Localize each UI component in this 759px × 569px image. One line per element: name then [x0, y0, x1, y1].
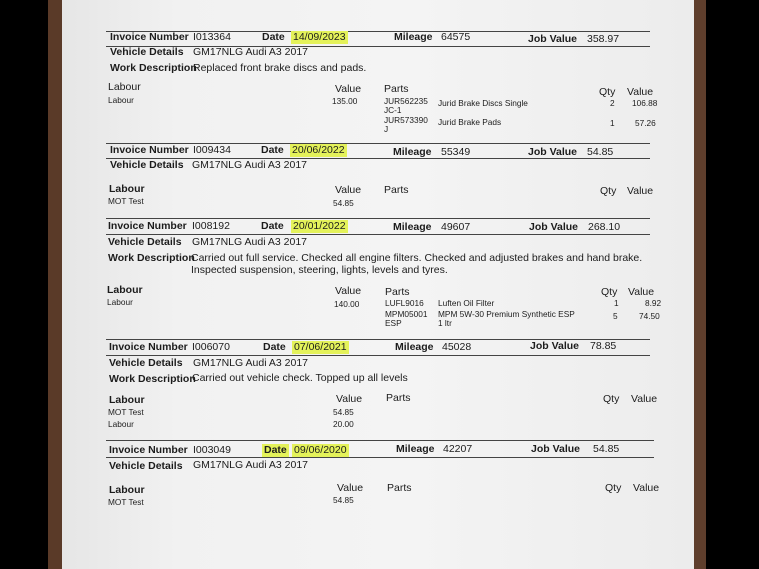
- work-description-text: Replaced front brake discs and pads.: [193, 62, 367, 74]
- qty-heading: Qty: [603, 393, 620, 405]
- mileage-value: 64575: [441, 31, 471, 43]
- job-value-amount: 54.85: [587, 146, 614, 158]
- part-value-heading: Value: [628, 286, 655, 298]
- date-value: 20/06/2022: [292, 144, 345, 156]
- part-desc-cont: 1 ltr: [438, 318, 452, 328]
- header-rule: [106, 355, 650, 356]
- mileage-value: 49607: [441, 221, 471, 233]
- labour-line-value: 54.85: [333, 198, 354, 208]
- labour-value-heading: Value: [335, 285, 362, 297]
- parts-heading: Parts: [384, 83, 409, 95]
- header-rule: [106, 158, 650, 159]
- date-value: 09/06/2020: [294, 444, 347, 456]
- invoice-number-label: Invoice Number: [108, 220, 187, 232]
- labour-value-heading: Value: [335, 83, 362, 95]
- labour-value-heading: Value: [335, 184, 362, 196]
- part-code: JUR573390: [384, 115, 428, 125]
- labour-line-desc: Labour: [108, 95, 134, 105]
- part-code: MPM05001: [385, 309, 428, 319]
- mileage-value: 55349: [441, 146, 471, 158]
- part-value-heading: Value: [631, 393, 658, 405]
- job-value-amount: 358.97: [587, 33, 620, 45]
- labour-line-value: 54.85: [333, 495, 354, 505]
- labour-line-value: 54.85: [333, 407, 354, 417]
- part-desc: Jurid Brake Pads: [438, 117, 502, 127]
- part-code-cont: ESP: [385, 318, 402, 328]
- invoice-number-label: Invoice Number: [110, 31, 189, 43]
- date-value: 20/01/2022: [293, 220, 346, 232]
- part-desc: Jurid Brake Discs Single: [438, 98, 528, 108]
- vehicle-details-label: Vehicle Details: [110, 159, 184, 171]
- job-value-label: Job Value: [530, 340, 580, 352]
- labour-heading: Labour: [108, 81, 141, 93]
- date-value: 14/09/2023: [293, 31, 346, 43]
- invoice-number-value: I013364: [193, 31, 231, 43]
- date-label: Date: [263, 341, 286, 353]
- vehicle-details-value: GM17NLG Audi A3 2017: [192, 236, 307, 248]
- job-value-label: Job Value: [529, 221, 579, 233]
- invoice-number-value: I006070: [192, 341, 230, 353]
- part-desc: MPM 5W-30 Premium Synthetic ESP: [438, 309, 575, 319]
- parts-heading: Parts: [385, 286, 410, 298]
- vehicle-details-value: GM17NLG Audi A3 2017: [192, 159, 307, 171]
- part-code: JUR562235: [384, 96, 428, 106]
- labour-line-desc: MOT Test: [108, 497, 144, 507]
- entry-top-rule: [106, 218, 650, 219]
- invoice-number-label: Invoice Number: [109, 444, 188, 456]
- part-value-heading: Value: [627, 185, 654, 197]
- vehicle-details-label: Vehicle Details: [110, 46, 184, 58]
- qty-heading: Qty: [601, 286, 618, 298]
- date-value: 07/06/2021: [294, 341, 347, 353]
- date-label: Date: [261, 220, 284, 232]
- header-rule: [106, 457, 654, 458]
- part-value-heading: Value: [633, 482, 660, 494]
- date-label: Date: [262, 31, 285, 43]
- mileage-value: 45028: [442, 341, 472, 353]
- mileage-label: Mileage: [395, 341, 434, 353]
- header-rule: [106, 46, 650, 47]
- vehicle-details-label: Vehicle Details: [109, 460, 183, 472]
- vehicle-details-label: Vehicle Details: [109, 357, 183, 369]
- clipboard-edge-right: [694, 0, 706, 569]
- vehicle-details-value: GM17NLG Audi A3 2017: [193, 459, 308, 471]
- work-description-text: Carried out full service. Checked all engine filters. Checked and adjusted brakes and hand brake.: [191, 252, 643, 264]
- labour-line-value: 135.00: [332, 96, 358, 106]
- work-description-label: Work Description: [109, 373, 196, 385]
- labour-heading: Labour: [109, 394, 145, 406]
- part-value: 106.88: [632, 98, 658, 108]
- labour-line-desc: MOT Test: [108, 407, 144, 417]
- invoice-number-label: Invoice Number: [109, 341, 188, 353]
- labour-heading: Labour: [107, 284, 143, 296]
- part-code-cont: JC-1: [384, 105, 402, 115]
- part-code: LUFL9016: [385, 298, 424, 308]
- part-value-heading: Value: [627, 86, 654, 98]
- invoice-number-value: I008192: [192, 220, 230, 232]
- work-description-label: Work Description: [108, 252, 195, 264]
- part-desc: Luften Oil Filter: [438, 298, 495, 308]
- job-value-label: Job Value: [528, 33, 578, 45]
- labour-value-heading: Value: [337, 482, 364, 494]
- labour-line-value: 140.00: [334, 299, 360, 309]
- part-value: 74.50: [639, 311, 660, 321]
- qty-heading: Qty: [599, 86, 616, 98]
- work-description-text-cont: Inspected suspension, steering, lights, levels and tyres.: [191, 264, 448, 276]
- mileage-label: Mileage: [396, 443, 435, 455]
- date-label: Date: [264, 444, 287, 456]
- part-code-cont: J: [384, 124, 389, 134]
- invoice-number-value: I009434: [193, 144, 231, 156]
- part-value: 8.92: [645, 298, 662, 308]
- part-qty: 2: [610, 98, 615, 108]
- labour-line-value: 20.00: [333, 419, 354, 429]
- entry-top-rule: [106, 440, 654, 441]
- labour-heading: Labour: [109, 484, 145, 496]
- qty-heading: Qty: [605, 482, 622, 494]
- parts-heading: Parts: [387, 482, 412, 494]
- mileage-label: Mileage: [393, 221, 432, 233]
- mileage-label: Mileage: [394, 31, 433, 43]
- mileage-value: 42207: [443, 443, 473, 455]
- job-value-label: Job Value: [528, 146, 578, 158]
- part-qty: 1: [614, 298, 619, 308]
- mileage-label: Mileage: [393, 146, 432, 158]
- labour-line-desc: Labour: [107, 297, 133, 307]
- work-description-label: Work Description: [110, 62, 197, 74]
- job-value-label: Job Value: [531, 443, 581, 455]
- job-value-amount: 54.85: [593, 443, 620, 455]
- vehicle-details-value: GM17NLG Audi A3 2017: [193, 46, 308, 58]
- job-value-amount: 78.85: [590, 340, 617, 352]
- labour-heading: Labour: [109, 183, 145, 195]
- vehicle-details-label: Vehicle Details: [108, 236, 182, 248]
- header-rule: [106, 234, 650, 235]
- qty-heading: Qty: [600, 185, 617, 197]
- work-description-text: Carried out vehicle check. Topped up all levels: [192, 372, 408, 384]
- vehicle-details-value: GM17NLG Audi A3 2017: [193, 357, 308, 369]
- invoice-number-label: Invoice Number: [110, 144, 189, 156]
- part-qty: 1: [610, 118, 615, 128]
- labour-line-desc: Labour: [108, 419, 134, 429]
- job-value-amount: 268.10: [588, 221, 621, 233]
- part-value: 57.26: [635, 118, 656, 128]
- invoice-number-value: I003049: [193, 444, 231, 456]
- labour-value-heading: Value: [336, 393, 363, 405]
- parts-heading: Parts: [386, 392, 411, 404]
- parts-heading: Parts: [384, 184, 409, 196]
- part-qty: 5: [613, 311, 618, 321]
- date-label: Date: [261, 144, 284, 156]
- labour-line-desc: MOT Test: [108, 196, 144, 206]
